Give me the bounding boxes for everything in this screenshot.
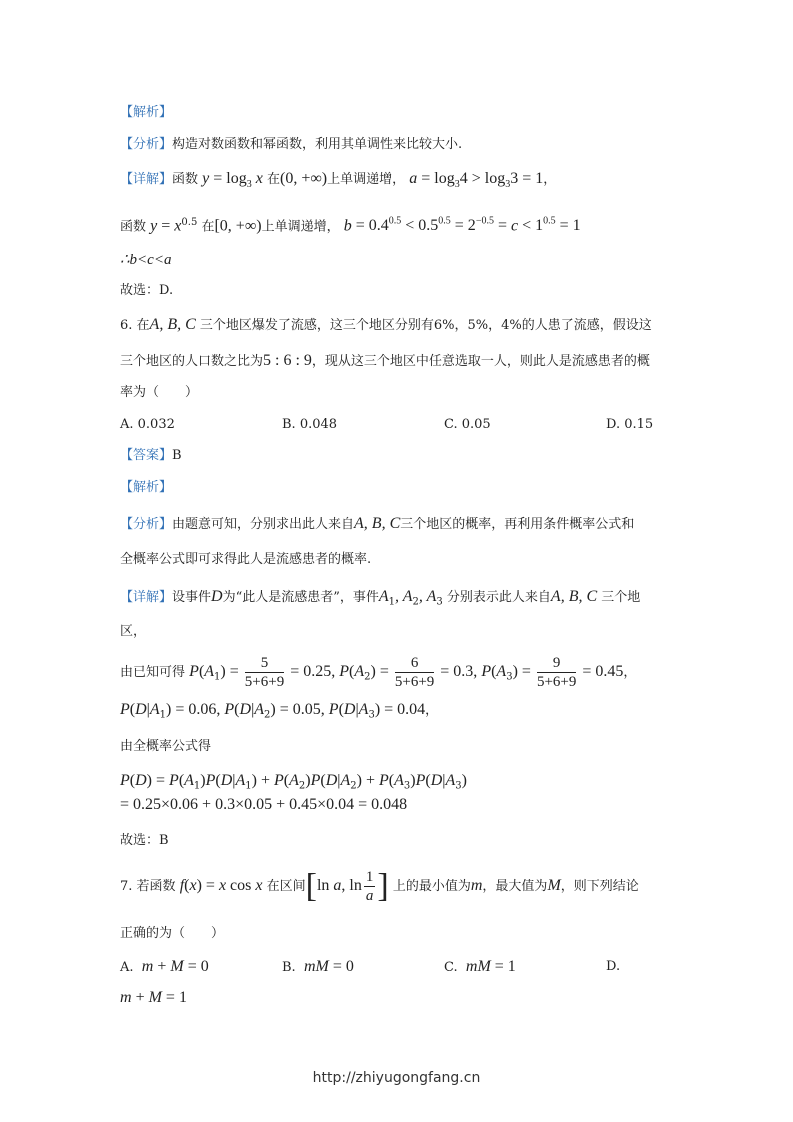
formula-log: y <box>202 170 210 187</box>
q6-stem-2: 三个地区的人口数之比为5 : 6 : 9，现从这三个地区中任意选取一人，则此人是流感患者的概 <box>120 352 650 369</box>
q6-choose: 故选：B <box>120 833 169 848</box>
q6-option-a[interactable]: A. 0.032 <box>120 417 175 432</box>
q6-jiexi-tag: 【解析】 <box>120 480 173 495</box>
q7-option-a[interactable]: A. m + M = 0 <box>120 958 209 975</box>
q6-stem-1: 6. 在A, B, C 三个地区爆发了流感，这三个地区分别有6%，5%，4%的人患了流感，假设这 <box>120 316 652 333</box>
q6-option-d[interactable]: D. 0.15 <box>606 417 654 432</box>
q6-option-b[interactable]: B. 0.048 <box>282 417 338 432</box>
q6-known-probs: 由已知可得 $P(A_1)$ = $\frac{5}{5+6+9}$ = 0.25, $P(A_2)$ = $\frac{6}{5+6+9}$ = 0.3, $P(A_3)$ = $\frac{9}{5+6+9}$ = 0.45， <box>120 655 637 690</box>
detail-line-1: 【详解】函数 $y = \log_3 x$ 在(0, +∞)上单调递增， $a = \log_34 > \log_33 = 1$， <box>120 170 557 191</box>
answer-value: B <box>172 448 182 463</box>
conclusion: ∴b<c<a <box>120 252 172 268</box>
q6-analysis-2: 全概率公式即可求得此人是流感患者的概率. <box>120 552 372 567</box>
analysis-text: 构造对数函数和幂函数，利用其单调性来比较大小. <box>172 137 463 152</box>
choose-d: 故选：D. <box>120 283 174 298</box>
q6-answer <box>120 446 182 466</box>
q7-stem-2: 正确的为（ ） <box>120 926 225 941</box>
xiangjie-tag: 【详解】 <box>120 172 173 187</box>
q6-option-c[interactable]: C. 0.05 <box>444 417 491 432</box>
q6-total-formula-1: $P(D) = P(A_1)P(D|A_1) + P(A_2)P(D|A_2) + P(A_3)P(D|A_3)$ <box>120 772 467 792</box>
q6-total-label: 由全概率公式得 <box>120 739 212 754</box>
q7-option-d[interactable]: D. <box>606 959 621 974</box>
q6-total-formula-2: = 0.25×0.06 + 0.3×0.05 + 0.45×0.04 = 0.048 <box>120 796 408 813</box>
q7-option-b[interactable]: B. mM = 0 <box>282 958 354 975</box>
q6-conditional-probs: $P(D|A_1) = 0.06$, $P(D|A_2) = 0.05$, $P(D|A_3) = 0.04$， <box>120 701 439 721</box>
q6-detail-2: 区， <box>120 624 147 639</box>
q6-detail-1: 【详解】设事件D为“此人是流感患者”，事件$A_1$, $A_2$, $A_3$ 分别表示此人来自A, B, C 三个地 <box>120 588 641 608</box>
detail-line-2: 函数 $y = x^{0.5}$ 在[0, +∞)上单调递增， $b = 0.4^{0.5} < 0.5^{0.5} = 2^{-0.5} = c < 1^{0.5} = 1$ <box>120 216 581 235</box>
q6-analysis-1: 【分析】由题意可知，分别求出此人来自A, B, C三个地区的概率，再利用条件概率公式和 <box>120 515 635 532</box>
q6-stem-3: 率为（ ） <box>120 385 199 400</box>
q7-stem-1: 7. 若函数 f(x) = x cos x 在区间[ln a, ln $\frac{1}{a}$ ] 上的最小值为m，最大值为M，则下列结论 <box>120 867 639 905</box>
footer-url[interactable]: http://zhiyugongfang.cn <box>312 1070 481 1086</box>
q7-option-d-formula: m + M = 1 <box>120 989 187 1006</box>
answer-tag: 【答案】 <box>120 448 173 463</box>
analysis-line <box>120 135 462 155</box>
q7-option-c[interactable]: C. mM = 1 <box>444 958 516 975</box>
formula-power: y <box>150 217 158 235</box>
jiexi-tag: 【解析】 <box>120 105 173 120</box>
fenxi-tag: 【分析】 <box>120 137 173 152</box>
